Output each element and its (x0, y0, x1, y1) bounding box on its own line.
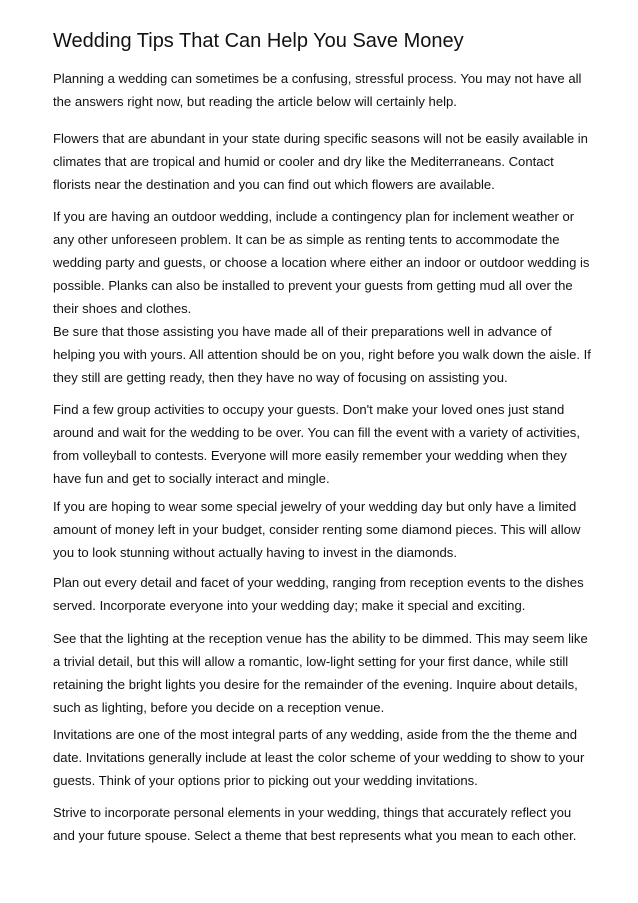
paragraph-lighting (53, 627, 593, 719)
paragraph-plan-details (53, 571, 593, 617)
paragraph-line: they still are getting ready, then they have no way of focusing on assisting you. (53, 370, 508, 385)
paragraph-preparations (53, 320, 593, 389)
document-title: Wedding Tips That Can Help You Save Money (53, 30, 464, 52)
paragraph-line: wedding party and guests, or choose a location where either an indoor or outdoor wedding is (53, 255, 590, 270)
paragraph-line: amount of money left in your budget, consider renting some diamond pieces. This will allow (53, 522, 581, 537)
paragraph-line: a trivial detail, but this will allow a romantic, low-light setting for your first dance, while still (53, 654, 569, 669)
paragraph-line: retaining the bright lights you desire for the remainder of the evening. Inquire about details, (53, 677, 578, 692)
paragraph-line: See that the lighting at the reception venue has the ability to be dimmed. This may seem like (53, 631, 588, 646)
paragraph-line: around and wait for the wedding to be over. You can fill the event with a variety of activities, (53, 425, 580, 440)
paragraph-group-activities (53, 398, 593, 490)
paragraph-line: from volleyball to contests. Everyone will more easily remember your wedding when they (53, 448, 567, 463)
paragraph-line: climates that are tropical and humid or cooler and dry like the Mediterraneans. Contact (53, 154, 554, 169)
paragraph-line: the answers right now, but reading the article below will certainly help. (53, 94, 457, 109)
paragraph-line: their shoes and clothes. (53, 301, 192, 316)
paragraph-line: florists near the destination and you can find out which flowers are available. (53, 177, 495, 192)
paragraph-personal-elements (53, 801, 593, 847)
paragraph-line: Flowers that are abundant in your state during specific seasons will not be easily available in (53, 131, 588, 146)
paragraph-line: Invitations are one of the most integral parts of any wedding, aside from the the theme and (53, 727, 578, 742)
paragraph-line: possible. Planks can also be installed to prevent your guests from getting mud all over the (53, 278, 573, 293)
paragraph-line: Planning a wedding can sometimes be a confusing, stressful process. You may not have all (53, 71, 582, 86)
paragraph-line: served. Incorporate everyone into your wedding day; make it special and exciting. (53, 598, 526, 613)
paragraph-line: any other unforeseen problem. It can be as simple as renting tents to accommodate the (53, 232, 560, 247)
paragraph-planning (53, 67, 593, 113)
paragraph-line: Strive to incorporate personal elements in your wedding, things that accurately reflect you (53, 805, 572, 820)
paragraph-line: date. Invitations generally include at least the color scheme of your wedding to show to your (53, 750, 585, 765)
paragraph-outdoor-wedding (53, 205, 593, 320)
paragraph-flowers (53, 127, 593, 196)
paragraph-invitations (53, 723, 593, 792)
paragraph-line: helping you with yours. All attention should be on you, right before you walk down the aisle. If (53, 347, 591, 362)
paragraph-line: you to look stunning without actually having to invest in the diamonds. (53, 545, 457, 560)
paragraph-line: guests. Think of your options prior to picking out your wedding invitations. (53, 773, 478, 788)
paragraph-line: such as lighting, before you decide on a reception venue. (53, 700, 385, 715)
paragraph-line: have fun and get to socially interact and mingle. (53, 471, 330, 486)
paragraph-line: Be sure that those assisting you have made all of their preparations well in advance of (53, 324, 552, 339)
paragraph-line: Find a few group activities to occupy your guests. Don't make your loved ones just stand (53, 402, 565, 417)
paragraph-line: Plan out every detail and facet of your wedding, ranging from reception events to the dishes (53, 575, 584, 590)
paragraph-line: If you are having an outdoor wedding, include a contingency plan for inclement weather or (53, 209, 575, 224)
paragraph-line: If you are hoping to wear some special jewelry of your wedding day but only have a limited (53, 499, 577, 514)
paragraph-jewelry (53, 495, 593, 564)
paragraph-line: and your future spouse. Select a theme that best represents what you mean to each other. (53, 828, 577, 843)
